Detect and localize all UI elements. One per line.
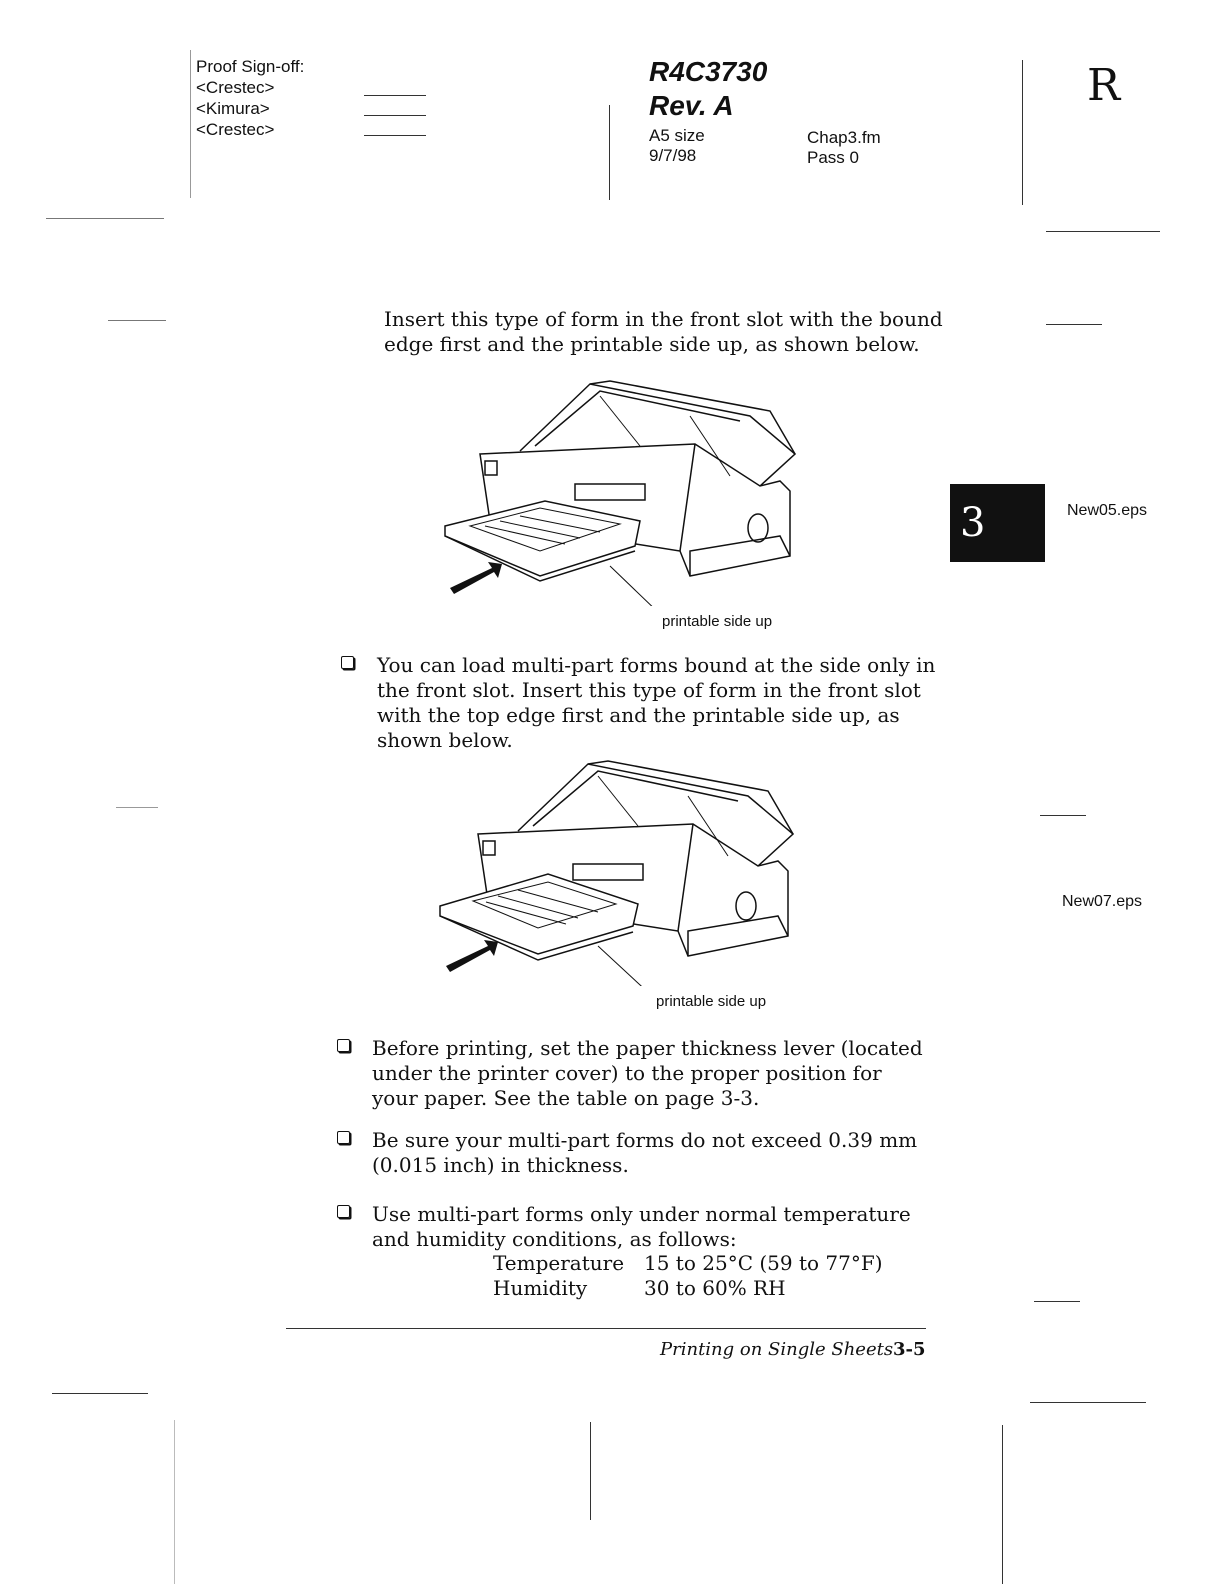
crop-mark — [108, 320, 166, 321]
printer-illustration-1 — [440, 376, 810, 606]
figure-2-file: New07.eps — [1062, 893, 1143, 910]
reviewer-3: <Crestec> — [196, 120, 275, 139]
source-file: Chap3.fm — [807, 128, 881, 147]
crop-mark — [1034, 1301, 1080, 1302]
condition-humidity-value: 30 to 60% RH — [644, 1276, 786, 1300]
proof-signoff-title: Proof Sign-off: — [196, 57, 305, 76]
intro-paragraph: Insert this type of form in the front slot with the bound edge first and the printable side up, as shown below. — [384, 307, 943, 356]
crop-mark — [1046, 231, 1160, 232]
footer-rule — [286, 1328, 926, 1329]
corner-mark: R — [1087, 60, 1121, 111]
bottom-mark — [590, 1422, 591, 1520]
page-size: A5 size — [649, 126, 705, 145]
bullet-2-text: Before printing, set the paper thickness lever (located under the printer cover) to the proper position for your paper. See the table on page 3-3. — [372, 1036, 923, 1110]
signoff-line-3 — [364, 135, 426, 136]
reviewer-1: <Crestec> — [196, 78, 275, 97]
chapter-tab: 3 — [950, 484, 1045, 562]
crop-mark — [116, 807, 158, 808]
bullet-checkbox-4 — [337, 1205, 350, 1218]
crop-mark — [1030, 1402, 1146, 1403]
bullet-checkbox-3 — [337, 1131, 350, 1144]
reviewer-2: <Kimura> — [196, 99, 270, 118]
header-divider-mid — [609, 105, 610, 200]
crop-mark — [1040, 815, 1086, 816]
bullet-3-text: Be sure your multi-part forms do not exceed 0.39 mm (0.015 inch) in thickness. — [372, 1128, 918, 1177]
bullet-1-text: You can load multi-part forms bound at the side only in the front slot. Insert this type of form in the front slot with the top edge first and the printable side up, as shown below. — [377, 653, 936, 752]
bottom-mark — [1002, 1425, 1003, 1584]
bullet-4-text: Use multi-part forms only under normal temperature and humidity conditions, as follows: — [372, 1202, 911, 1251]
revision: Rev. A — [649, 90, 734, 121]
pass-number: Pass 0 — [807, 148, 859, 167]
proof-signoff — [196, 56, 304, 140]
crop-mark — [1046, 324, 1102, 325]
header-margin-line-left — [190, 50, 191, 198]
figure-2-caption: printable side up — [656, 993, 767, 1010]
figure-1-file: New05.eps — [1067, 502, 1148, 519]
crop-mark — [52, 1393, 148, 1394]
condition-temperature-label: Temperature — [493, 1251, 625, 1275]
bullet-checkbox-1 — [341, 656, 354, 669]
crop-mark — [46, 218, 164, 219]
signoff-line-1 — [364, 95, 426, 96]
doc-code: R4C3730 — [649, 56, 768, 87]
footer-page-number: 3-5 — [893, 1339, 926, 1360]
condition-humidity-label: Humidity — [493, 1276, 588, 1300]
footer-section-title: Printing on Single Sheets — [660, 1339, 894, 1360]
signoff-line-2 — [364, 115, 426, 116]
bullet-checkbox-2 — [337, 1039, 350, 1052]
printer-illustration-2 — [438, 756, 808, 986]
figure-1-caption: printable side up — [662, 613, 773, 630]
print-date: 9/7/98 — [649, 146, 697, 165]
bottom-mark — [174, 1420, 175, 1584]
header-divider-right — [1022, 60, 1023, 205]
condition-temperature-value: 15 to 25°C (59 to 77°F) — [644, 1251, 883, 1275]
